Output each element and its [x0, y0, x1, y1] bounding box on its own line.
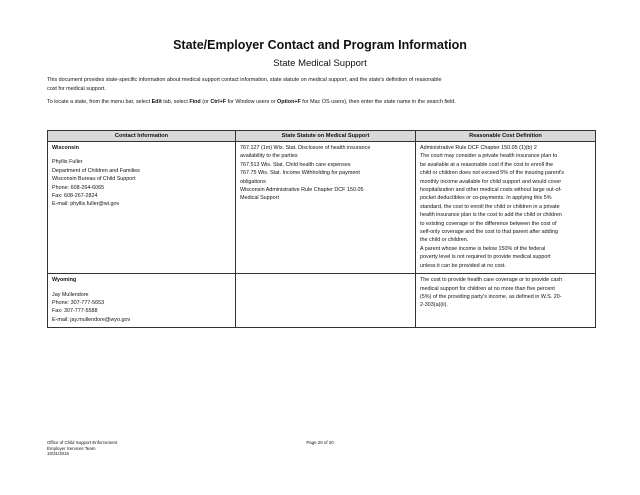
- ctrl-f-keyword: Ctrl+F: [210, 99, 227, 105]
- page-number: Page 20 of 20: [306, 440, 334, 445]
- cost-line: The cost to provide health care coverage or to provide cash: [420, 277, 563, 284]
- contact-line: Wisconsin Bureau of Child Support: [52, 176, 136, 183]
- table-row-wisconsin: [48, 142, 596, 274]
- cost-line: the child or children.: [420, 237, 469, 244]
- page-title: State/Employer Contact and Program Information: [173, 38, 467, 52]
- statute-line: Wisconsin Administrative Rule Chapter DCF 150.05: [240, 187, 364, 194]
- statute-line: availability to the parties: [240, 153, 298, 160]
- contact-line: Phone: 608-264-6065: [52, 184, 105, 191]
- table-row-wyoming: [48, 274, 596, 328]
- cost-line: A parent whose income is below 150% of the federal: [420, 245, 546, 252]
- instruction-text: (or: [200, 99, 211, 105]
- header-reasonable-cost: Reasonable Cost Definition: [416, 131, 596, 142]
- search-instructions: [47, 98, 607, 107]
- cost-line: child or children does not exceed 5% of the insuring parent's: [420, 170, 564, 177]
- find-keyword: Find: [189, 99, 201, 105]
- state-name: Wisconsin: [52, 145, 79, 151]
- footer-line: Office of Child Support Enforcement: [47, 440, 118, 445]
- page-subtitle: State Medical Support: [273, 58, 367, 69]
- cost-line: 2-303(a)(ii).: [420, 302, 448, 309]
- contact-email: E-mail: jay.mullendore@wyo.gov: [52, 316, 131, 323]
- cost-line: (5%) of the providing party's income, as defined in W.S. 20-: [420, 293, 562, 300]
- intro-line: This document provides state-specific information about medical support contact information, state statute on medical support, and the state's definition of reasonable: [47, 77, 442, 83]
- header-contact-information: Contact Information: [48, 131, 236, 142]
- statute-line: Medical Support: [240, 195, 279, 202]
- wyoming-statute-cell: [236, 274, 416, 328]
- contact-line: Department of Children and Families: [52, 167, 140, 174]
- footer-line: Employer Services Team: [47, 445, 96, 451]
- edit-keyword: Edit: [151, 99, 162, 105]
- wisconsin-statute-cell: [236, 142, 416, 274]
- contact-line: Phyllis Fuller: [52, 159, 83, 166]
- contact-line: Phone: 307-777-5653: [52, 299, 105, 306]
- intro-paragraph: [47, 76, 607, 93]
- cost-line: Administrative Rule DCF Chapter 150.05 (1)(b) 2: [420, 145, 537, 151]
- contact-email: E-mail: phyllis.fuller@wi.gov: [52, 201, 120, 208]
- wisconsin-cost-cell: [416, 142, 596, 274]
- contact-line: Jay Mullendore: [52, 291, 89, 298]
- option-f-keyword: Option+F: [277, 99, 301, 105]
- cost-line: self-only coverage and the cost to that parent after adding: [420, 229, 558, 236]
- statute-line: 767.75 Wis. Stat. Income Withholding for payment: [240, 170, 360, 177]
- intro-line: cost for medical support.: [47, 85, 106, 92]
- state-name: Wyoming: [52, 277, 77, 284]
- statute-line: obligations: [240, 178, 266, 185]
- wyoming-contact-cell: [48, 274, 236, 328]
- cost-line: standard, the cost to enroll the child or children in a private: [420, 203, 560, 210]
- instruction-text: To locate a state, from the menu bar, select: [47, 99, 152, 105]
- cost-line: poverty level is not required to provide medical support: [420, 254, 551, 261]
- statute-line: 767.127 (1m) Wis. Stat. Disclosure of health insurance: [240, 145, 371, 151]
- footer-date: 10/31/2015: [47, 451, 69, 457]
- wyoming-cost-cell: [416, 274, 596, 328]
- cost-line: medical support for children at no more than five percent: [420, 285, 555, 292]
- cost-line: unless it can be provided at no cost.: [420, 262, 507, 269]
- state-info-table: [47, 130, 596, 328]
- cost-line: hospitalization and other medical costs without large out-of-: [420, 187, 562, 194]
- contact-line: Fax: 608-267-2824: [52, 193, 98, 200]
- cost-line: be available at a reasonable cost if the cost to enroll the: [420, 161, 554, 168]
- cost-line: health insurance plan is the cost to add the child or children: [420, 212, 562, 219]
- cost-line: pocket deductibles or co-payments. In applying this 5%: [420, 195, 552, 202]
- instruction-text: for Mac OS users), then enter the state name in the search field.: [300, 99, 456, 105]
- contact-line: Fax: 307-777-5588: [52, 308, 98, 315]
- cost-line: monthly income available for child support and would cover: [420, 178, 562, 185]
- table-header-row: [48, 131, 596, 142]
- header-state-statute: State Statute on Medical Support: [236, 131, 416, 142]
- instruction-text: for Window users or: [226, 99, 277, 105]
- statute-line: 767.513 Wis. Stat. Child health care expenses: [240, 161, 351, 168]
- instruction-text: tab, select: [161, 99, 190, 105]
- wisconsin-contact-cell: [48, 142, 236, 274]
- cost-line: The court may consider a private health insurance plan to: [420, 153, 558, 160]
- cost-line: to existing coverage or the difference between the cost of: [420, 220, 557, 227]
